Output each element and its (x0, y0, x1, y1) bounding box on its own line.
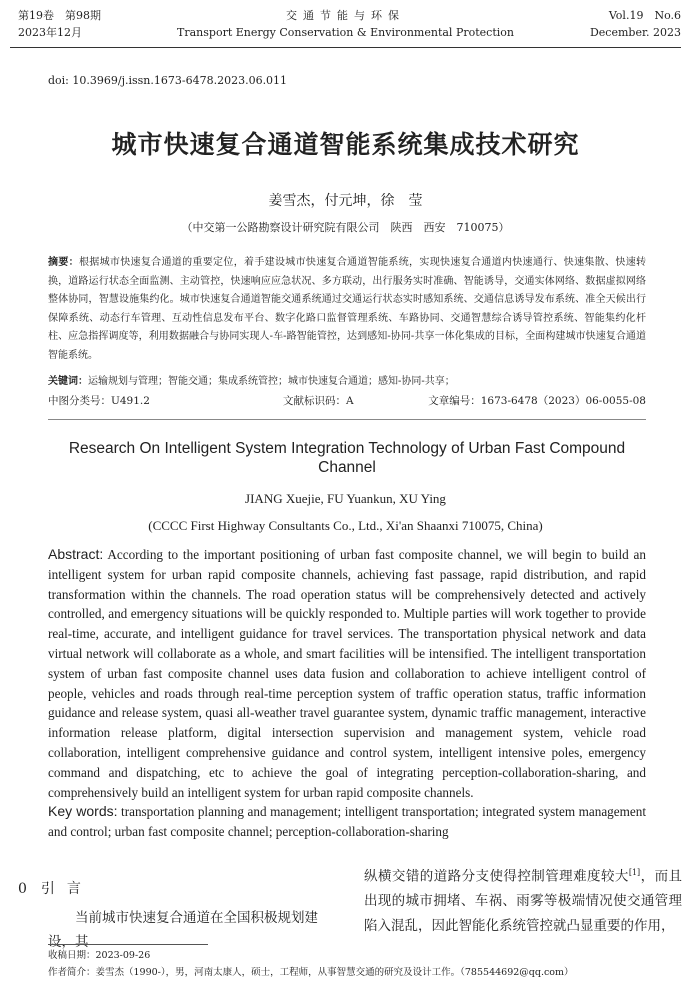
body-right-text-2: ，而且出现的城市拥堵、车祸、雨雾等极端情况使交通管理陷入混乱，因此智能化系统管控就凸显重要的作用， (364, 868, 683, 934)
section-title: 引言 (40, 881, 93, 897)
journal-name-cn: 交通节能与环保 (286, 9, 405, 22)
body-left-column: 当前城市快速复合通道在全国积极规划建设，其 (48, 910, 318, 950)
body-right-column (364, 861, 682, 938)
section-number: 0 (18, 881, 27, 897)
journal-name (0, 7, 691, 41)
keywords-en-text: transportation planning and management; intelligent transportation; integrated system management and control; urban fast composite channel; perception-collaboration-sharing (48, 804, 646, 839)
abstract-cn (48, 254, 646, 365)
abstract-en-text: According to the important positioning of urban fast composite channel, we will begin to build an intelligent system for urban rapid composite channels, achieving fast passage, rapid distribution, and rapid transformation within the channels. The road operation status will be comprehensively detected and actively controlled, and emergency situations will be quickly responded to. Multiple parties will work together to provide real-time, accurate, and intelligent guidance for travel services. The transportation physical network and data virtual network will collaborate as a whole, and smart facilities will be intensified. The intelligent transportation system of urban fast composite channel uses data fusion and collaboration to achieve intelligent control of people, vehicles and roads through real-time perception system of traffic operation status, traffic information guidance and release system, quasi all-weather travel guarantee system, dynamic traffic management, interactive information release platform, digital intersection supervision and management system, vehicle road collaboration, intelligent comprehensive guidance and control system, intelligent intensive poles, emergency command and dispatching, etc to achieve the goal of integrating perception-collaboration-sharing, and comprehensively build an intelligent system for urban rapid composite channels. (48, 547, 646, 800)
keywords-en (48, 802, 646, 842)
author-bio: 作者简介：姜雪杰（1990-），男，河南太康人，硕士，工程师，从事智慧交通的研究及设计工作。（785544692@qq.com） (48, 966, 574, 978)
citation-ref[interactable]: [1] (628, 868, 641, 877)
keywords-cn (48, 373, 646, 391)
date-cn: 2023年12月 (18, 26, 82, 39)
keywords-cn-label: 关键词： (48, 376, 88, 387)
article-number: 文章编号：1673-6478（2023）06-0055-08 (428, 395, 646, 407)
affiliation-cn: （中交第一公路勘察设计研究院有限公司 陕西 西安 710075） (181, 221, 510, 234)
date-en: December. 2023 (589, 26, 681, 39)
section-heading (18, 878, 93, 898)
footnote-rule (48, 944, 208, 945)
abstract-cn-text: 根据城市快速复合通道的重要定位，着手建设城市快速复合通道智能系统，实现快速复合通道内快速通行、快速集散、快速转换，道路运行状态全面监测、主动管控，快速响应应急状况、多方联动，出行服务实时准确、智能诱导，交通实体网络、数据虚拟网络整体协同，智慧设施集约化。城市快速复合通道智能交通系统通过交通运行状态实时感知系统、交通信息诱导发布系统、准全天候出行保障系统、动态行车管理、互动性信息发布平台、数字化路口监督管理系统、车路协同、交通智慧综合诱导管控系统、智能集约化杆柱、应急指挥调度等，利用数据融合与协同实现人-车-路智能管控，达到感知-协同-共享一体化集成的目标，全面构建城市快速复合通道智能系统。 (48, 257, 647, 361)
volume-issue-en: Vol.19 No.6 (608, 9, 681, 22)
abstract-en-label: Abstract: (48, 546, 104, 562)
affiliation-en: (CCCC First Highway Consultants Co., Ltd., Xi'an Shaanxi 710075, China) (148, 518, 543, 533)
abstract-cn-label: 摘要： (48, 257, 79, 268)
journal-volume-en (590, 7, 681, 41)
volume-issue-cn: 第19卷 第98期 (18, 9, 101, 22)
authors-cn: 姜雪杰，付元坤，徐 莹 (268, 193, 423, 209)
body-right-text-1: 纵横交错的道路分支使得控制管理难度较大 (364, 868, 629, 885)
page-title-cn: 城市快速复合通道智能系统集成技术研究 (111, 130, 580, 159)
header-rule (10, 47, 681, 48)
journal-name-en: Transport Energy Conservation & Environmental Protection (177, 26, 514, 39)
authors-en: JIANG Xuejie, FU Yuankun, XU Ying (245, 491, 446, 506)
received-date: 收稿日期：2023-09-26 (48, 950, 151, 961)
keywords-cn-text: 运输规划与管理；智能交通；集成系统管控；城市快速复合通道；感知-协同-共享； (88, 376, 455, 387)
clc-number: 中图分类号：U491.2 (48, 395, 150, 407)
page-title-en: Research On Intelligent System Integration Technology of Urban Fast Compound Channel (68, 440, 626, 476)
keywords-en-label: Key words: (48, 803, 118, 819)
footnote (48, 948, 678, 981)
document-code: 文献标识码：A (283, 395, 354, 407)
section-divider (48, 419, 646, 420)
abstract-en (48, 545, 646, 802)
doi: doi: 10.3969/j.issn.1673-6478.2023.06.011 (48, 74, 288, 87)
